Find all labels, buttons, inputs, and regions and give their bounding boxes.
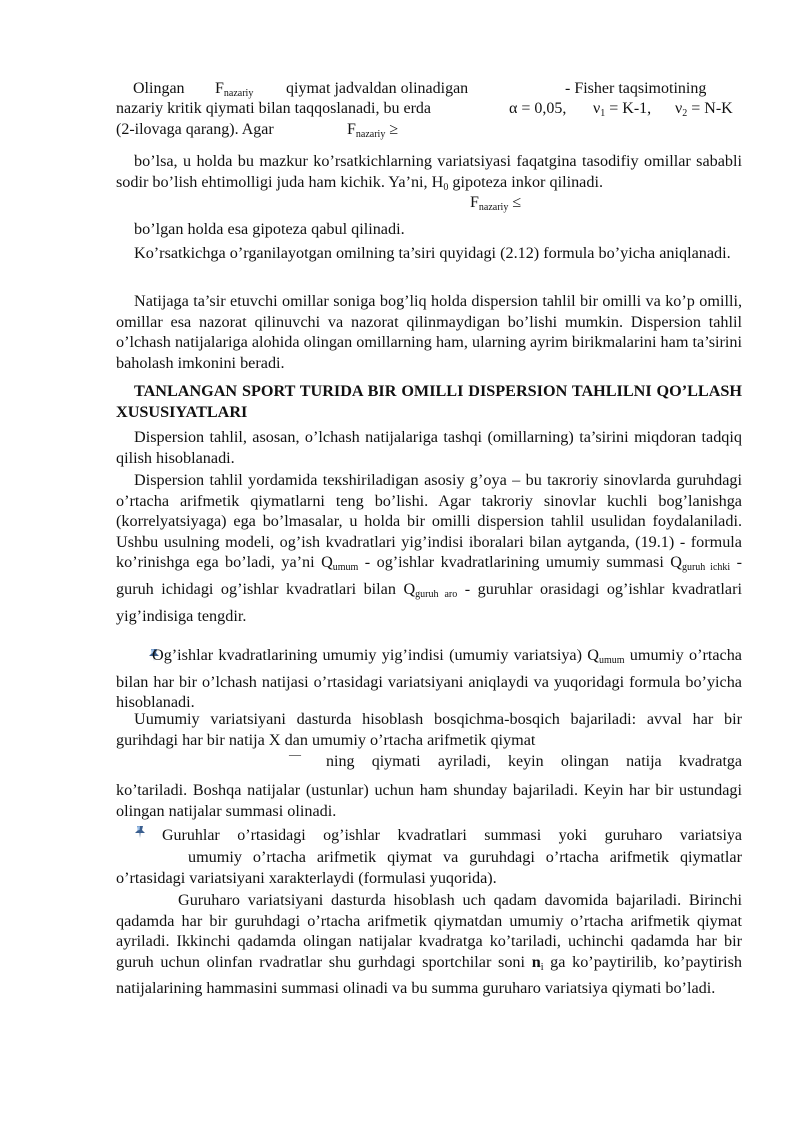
p11-text: Guruharo variatsiyani dasturda hisoblash uch qadam davomida bajariladi. Birinchi qadamda har bir guruhdagi o’rtacha arifmetik qiymatdan umumiy o’rtacha arifmetik qiymat ayriladi. Ikkinchi qadamda olingan natijalar kvadratga ko’tariladi, uchinchi qadamda har bir guruh uchun olinfan rvadratlar shu gurhdagi sportchilar soni $n_i$ ga ko’paytirilib, ko’paytirish natijalarining hammasini summasi olinadi va bu summa guruharo variatsiya qiymati bo’ladi. [116,891,742,998]
p1-text-c: - Fisher taqsimotining [565,80,707,97]
nu1-value: $\nu_1 = K-1$, [593,100,652,119]
p7-text: Dispersion tahlil yordamida teкshiriladigan asosiy g’oya – bu taкroriy sinovlarda guruhdagi o’rtacha arifmetik qiymatlarni teng bo’lishi. Agar takroriy sinovlar kuchli bog’lanishga (korrelyatsiyaga) ega bo’lmasalar, u holda bir omilli dispersion tahlil usulidan foydalaniladi. Ushbu usulning modeli, og’ish kvadratlari yig’indisi iboralari bilan aytganda, (19.1) - formula ko’rinishga ega bo’ladi, ya’ni $Q_{umum}$ - og’ishlar kvadratlarining umumiy summasi $Q_{guruh ichki}$ - guruh ichidagi og’ishlar kvadratlari bilan $Q_{guruh aro}$ - guruhlar orasidagi og’ishlar kvadratlari yig’indisiga tengdir. [116,471,743,625]
p4-text: Ko’rsatkichga o’rganilayotgan omilning ta’siri quyidagi (2.12) formula bo’yicha aniqlanadi. [134,244,731,262]
f-nazariy-symbol: $F_{nazariy}$ [215,80,254,99]
p9-text-b: ning qiymati ayriladi, keyin olingan natija kvadratga [326,753,742,770]
p1-text-b: qiymat jadvaldan olinadigan [286,80,469,97]
f-nazariy-geq: $F_{nazariy}$ ≥ [347,121,399,140]
p1-word-olingan: Olingan [133,80,185,97]
p6-text: Dispersion tahlil, asosan, o’lchash natijalariga tashqi (omillarning) ta’sirini miqdoran tadqiq qilish hisoblanadi. [116,428,742,467]
p10-text-a: Guruhlar o’rtasidagi og’ishlar kvadratlari summasi yoki guruharo variatsiya [162,827,742,844]
f-nazariy-leq: $F_{nazariy}$ ≤ [470,194,522,213]
p1-text-e: (2-ilovaga qarang). Agar [116,121,274,138]
p9-text-c: ko’tariladi. Boshqa natijalar (ustunlar) uchun ham shunday bajariladi. Keyin har bir ustundagi olingan natijalar summasi olinadi. [116,781,742,820]
pushpin-bullet-icon [132,647,146,661]
p3-text: bo’lgan holda esa gipoteza qabul qilinadi. [134,220,405,238]
p5-text: Natijaga ta’sir etuvchi omillar soniga bog’liq holda dispersion tahlil bir omilli va ko’p omilli, omillar esa nazorat qilinuvchi va nazorat qilinmaydigan bo’lishi mumkin. Dispersion tahlil o’lchash natijalariga alohida olingan omillarning ham, ularning ayrim birikmalarini ham ta’sirini baholash imkonini beradi. [116,292,742,372]
section-heading: TANLANGAN SPORT TURIDA BIR OMILLI DISPERSION TAHLILNI QO’LLASH XUSUSIYATLARI [116,382,742,421]
p10-text-b: umumiy o’rtacha arifmetik qiymat va guruhdagi o’rtacha arifmetik qiymatlar o’rtasidagi variatsiyani xarakterlaydi (formulasi yuqorida). [116,848,742,887]
p9-text-a: Uumumiy variatsiyani dasturda hisoblash bosqichma-bosqich bajariladi: avval har bir gurihdagi har bir natija X dan umumiy o’rtacha arifmetik qiymat [116,710,742,749]
alpha-value: α = 0,05, [509,100,567,117]
p8-text: Og’ishlar kvadratlarining umumiy yig’indisi (umumiy variatsiya) $Q_{umum}$ umumiy o’rtacha bilan har bir o’lchash natijasi o’rtasidagi variatsiyani aniqlaydi va yuqoridagi formula bo’yicha hisoblanadi. [116,646,742,712]
p2-text: bo’lsa, u holda bu mazkur ko’rsatkichlarning variatsiyasi faqatgina tasodifiy omillar sababli sodir bo’lish ehtimolligi juda ham kichik. Ya’ni, $H_0$ gipoteza inkor qilinadi. [116,152,742,193]
pushpin-bullet-icon-2 [134,825,148,846]
nu2-value: $\nu_2 = N-K$ [675,100,733,119]
p1-text-d: nazariy kritik qiymati bilan taqqoslanadi, bu erda [116,100,432,117]
mean-overbar: — [289,747,301,761]
